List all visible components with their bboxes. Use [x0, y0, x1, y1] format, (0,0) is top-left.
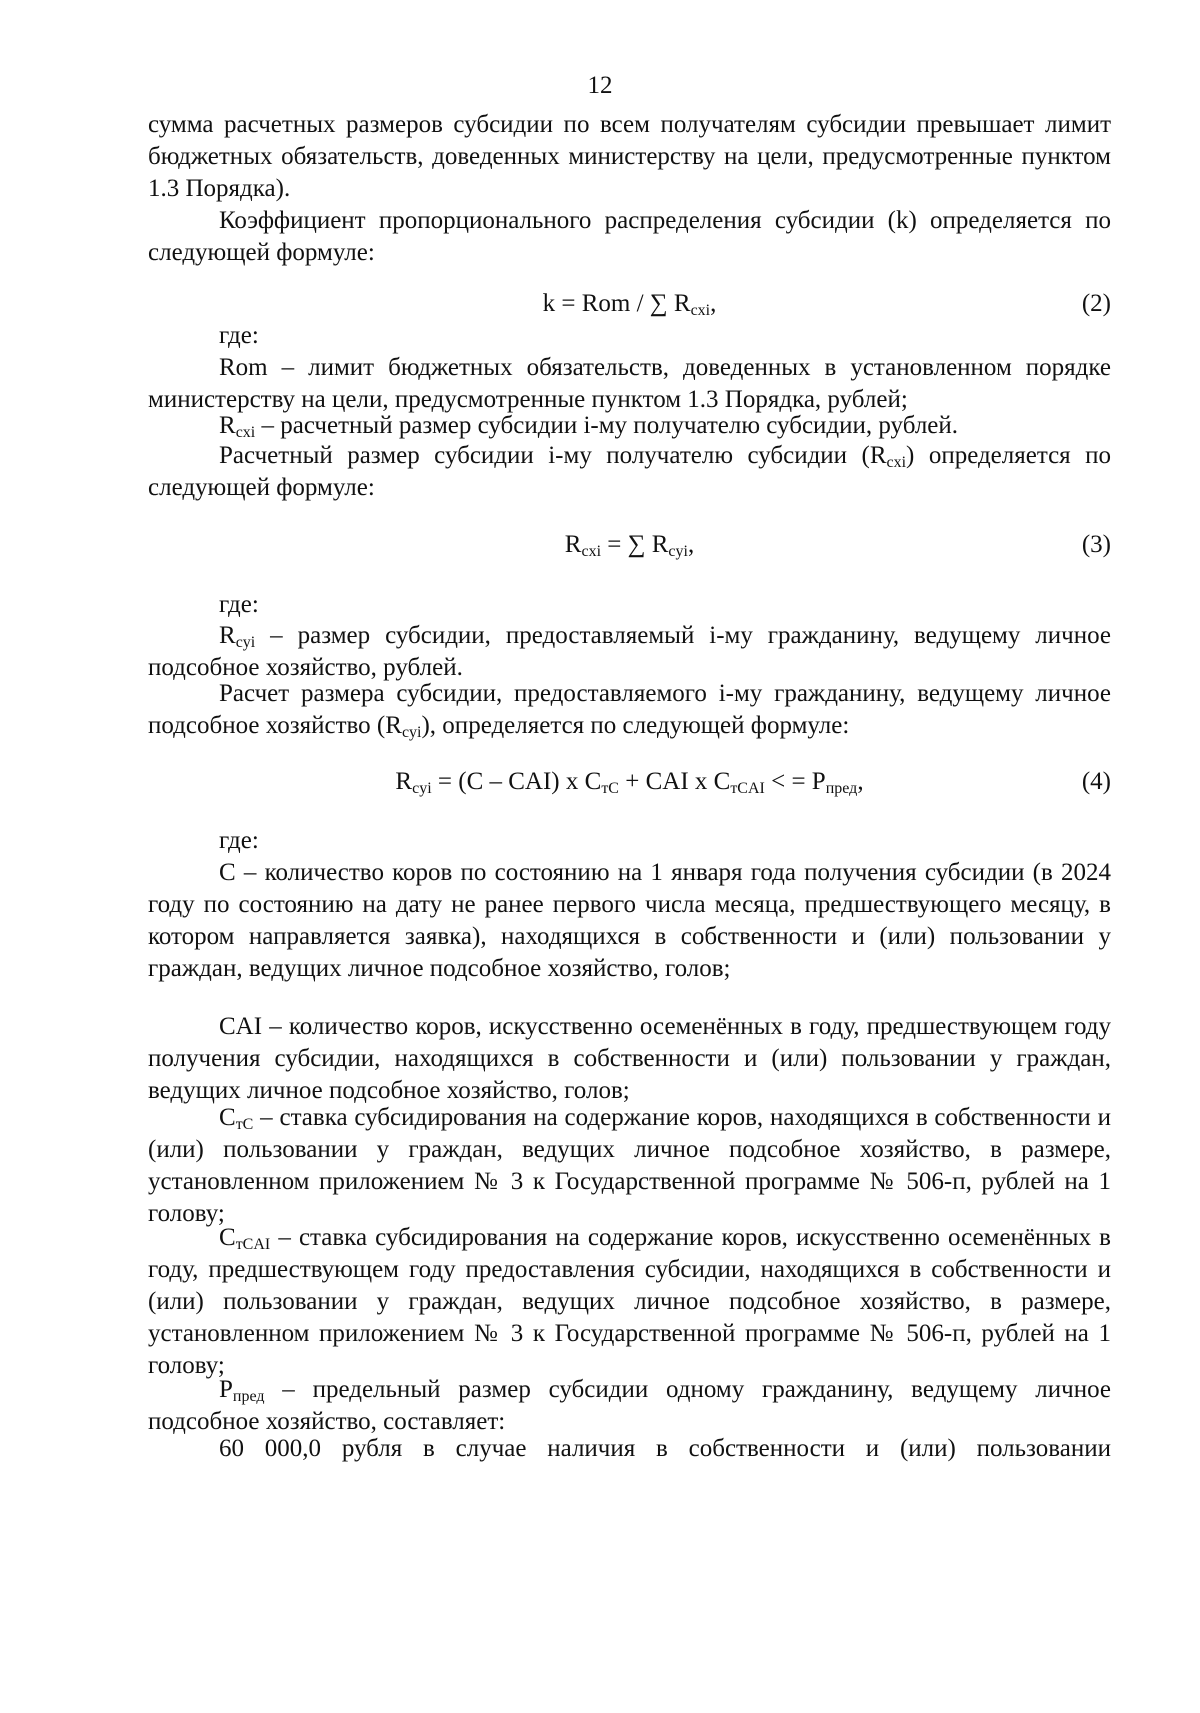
definition-c: C – количество коров по состоянию на 1 января года получения субсидии (в 2024 году по состоянию на дату не ранее первого числа месяца, предшествующего месяцу, в котором направляется заявка), находящихся в собственности и (или) пользовании у граждан, ведущих личное подсобное хозяйство, голов; [148, 859, 1111, 982]
formula-4 [148, 766, 1111, 798]
paragraph-last-line: 60 000,0 рубля в случае наличия в собственности и (или) пользовании [219, 1435, 1111, 1462]
page-number: 12 [587, 72, 613, 99]
where-label: где: [219, 827, 259, 854]
formula-2 [148, 288, 1111, 320]
paragraph-rcyi-intro: Расчет размера субсидии, предоставляемого i-му гражданину, ведущему личное подсобное хозяйство $(R_{cyi})$, определяется по следующей формуле: [148, 680, 1111, 741]
formula-3-number: (3) [1081, 531, 1111, 558]
where-label: где: [219, 322, 259, 349]
formula-2-expression: k = Rom / ∑ $R_{cxi}$, [542, 290, 717, 319]
formula-2-number: (2) [1081, 290, 1111, 317]
formula-3-expression: $R_{cxi}$ = ∑ $R_{cyi}$, [564, 531, 695, 560]
definition-cai: CAI – количество коров, искусственно осеменённых в году, предшествующем году получения субсидии, находящихся в собственности и (или) пользовании у граждан, ведущих личное подсобное хозяйство, голов; [148, 1013, 1111, 1104]
definition-rcxi: $R_{cxi}$ – расчетный размер субсидии i-му получателю субсидии, рублей. [219, 412, 959, 441]
formula-4-number: (4) [1081, 768, 1111, 795]
definition-rom: Rom – лимит бюджетных обязательств, доведенных в установленном порядке министерству на цели, предусмотренные пунктом 1.3 Порядка, рублей; [148, 354, 1111, 413]
paragraph-continuation: сумма расчетных размеров субсидии по всем получателям субсидии превышает лимит бюджетных обязательств, доведенных министерству на цели, предусмотренные пунктом 1.3 Порядка). [148, 111, 1111, 202]
definition-ctc: $C_{тC}$ – ставка субсидирования на содержание коров, находящихся в собственности и (или) пользовании у граждан, ведущих личное подсобное хозяйство, в размере, установленном приложением № 3 к Государственной программе № 506-п, рублей на 1 голову; [148, 1104, 1111, 1227]
definition-pmax: $P_{пред}$ – предельный размер субсидии одному гражданину, ведущему личное подсобное хозяйство, составляет: [148, 1376, 1111, 1435]
where-label: где: [219, 591, 259, 618]
formula-3 [148, 529, 1111, 561]
definition-ctcai: $C_{тCAI}$ – ставка субсидирования на содержание коров, искусственно осеменённых в году, предшествующем году предоставления субсидии, находящихся в собственности и (или) пользовании у граждан, ведущих личное подсобное хозяйство, в размере, установленном приложением № 3 к Государственной программе № 506-п, рублей на 1 голову; [148, 1224, 1111, 1379]
paragraph-rcxi-intro: Расчетный размер субсидии i-му получателю субсидии $(R_{cxi})$ определяется по следующей формуле: [148, 442, 1112, 501]
paragraph-coefficient-intro: Коэффициент пропорционального распределения субсидии (k) определяется по следующей формуле: [148, 207, 1111, 266]
formula-4-expression: $R_{cyi} = (C - CAI)$ x $C_{тC}$ + CAI x $C_{тCAI}$ < = $P_{пред}$, [395, 768, 864, 797]
definition-rcyi: $R_{cyi}$ – размер субсидии, предоставляемый i-му гражданину, ведущему личное подсобное хозяйство, рублей. [148, 622, 1111, 681]
